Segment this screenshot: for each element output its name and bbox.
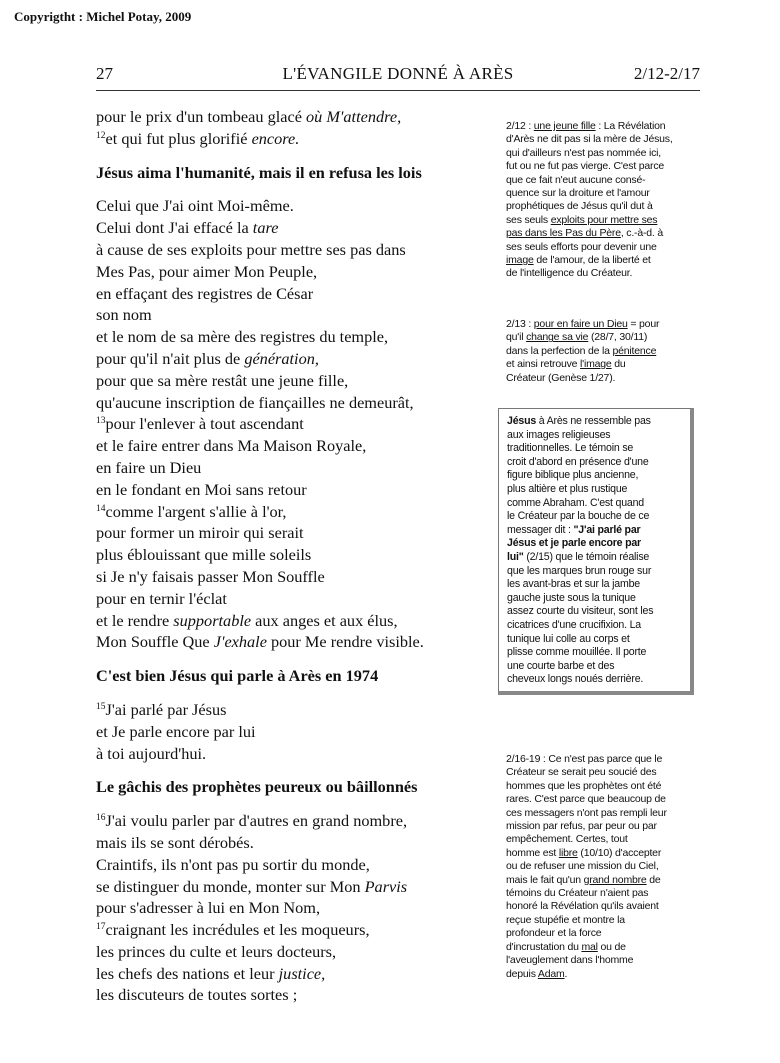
text-line: $^{15}$J'ai parlé par Jésus — [96, 699, 227, 719]
text-line: et le nom de sa mère des registres du temple, — [96, 327, 389, 347]
text-line: $^{14}$comme l'argent s'allie à l'or, — [96, 501, 287, 521]
text-line: Celui dont J'ai effacé la tare — [96, 218, 279, 238]
margin-note-2-16-19: 2/16-19 : Ce n'est pas parce que le Créateur se serait peu soucié des hommes que les prophètes ont été rares. C'est parce que beaucoup de ces messagers n'ont pas rempli leur mission par refus, par peur ou par empêchement. Certes, tout homme est libre (10/10) d'accepter ou de refuser une mission du Ciel, mais le fait qu'un grand nombre de témoins du Créateur n'aient pas honoré la Révélation qu'ils avaient reçue stupéfie et montre la profondeur et la force d'incrustation du mal ou de l'aveuglement dans l'homme depuis Adam. — [506, 753, 667, 980]
main-text-column — [96, 106, 488, 1006]
text-line: Celui que J'ai oint Moi-même. — [96, 196, 294, 216]
text-line: à toi aujourd'hui. — [96, 743, 207, 763]
verse-number: 17 — [96, 922, 106, 933]
verse-number: 13 — [96, 416, 106, 427]
text-line: Mes Pas, pour aimer Mon Peuple, — [96, 261, 318, 281]
text-line: et Je parle encore par lui — [96, 721, 256, 741]
text-line: pour former un miroir qui serait — [96, 523, 304, 543]
text-line: plus éblouissant que mille soleils — [96, 545, 312, 565]
text-line: qu'aucune inscription de fiançailles ne demeurât, — [96, 392, 414, 412]
text-line: Craintifs, ils n'ont pas pu sortir du monde, — [96, 854, 370, 874]
text-line: se distinguer du monde, monter sur Mon Parvis — [96, 876, 408, 896]
text-line: à cause de ses exploits pour mettre ses pas dans — [96, 239, 406, 259]
text-line: et le rendre supportable aux anges et aux élus, — [96, 610, 398, 630]
verse-number: 14 — [96, 503, 106, 514]
text-line: $^{17}$craignant les incrédules et les moqueurs, — [96, 920, 370, 940]
verse-number: 15 — [96, 701, 106, 712]
text-line: les chefs des nations et leur justice, — [96, 963, 326, 983]
text-line: en le fondant en Moi sans retour — [96, 479, 307, 499]
text-line: pour s'adresser à lui en Mon Nom, — [96, 898, 321, 918]
text-line: pour qu'il n'ait plus de génération, — [96, 348, 319, 368]
book-title: L'ÉVANGILE DONNÉ À ARÈS — [282, 64, 514, 83]
verse-number: 12 — [96, 130, 106, 141]
header-rule — [96, 90, 700, 91]
page-number: 27 — [96, 64, 113, 83]
text-line: les princes du culte et leurs docteurs, — [96, 941, 337, 961]
text-line: $^{13}$pour l'enlever à tout ascendant — [96, 414, 304, 434]
text-line: pour que sa mère restât une jeune fille, — [96, 370, 349, 390]
boxed-commentary: Jésus à Arès ne ressemble pas aux images religieuses traditionnelles. Le témoin se croit d'abord en présence d'une figure biblique plus ancienne, plus altière et plus rustique comme Abraham. C'est quand le Créateur par la bouche de ce messager dit : "J'ai parlé par Jésus et je parle encore par lui" (2/15) que le témoin réalise que les marques brun rouge sur les avant-bras et sur la jambe gauche juste sous la tunique assez courte du visiteur, sont les cicatrices d'une crucifixion. La tunique lui colle au corps et plisse comme mouillée. Il porte une courte barbe et des cheveux longs noués derrière. — [498, 408, 694, 695]
margin-note-2-12: 2/12 : une jeune fille : La Révélation d'Arès ne dit pas si la mère de Jésus, qui d'ailleurs n'est pas nommée ici, fut ou ne fut pas vierge. C'est parce que ce fait n'eut aucune consé- quence sur la droiture et l'amour prophétiques de Jésus qu'il dut à ses seuls exploits pour mettre ses pas dans les Pas du Père, c.-à-d. à ses seuls efforts pour devenir une image de l'amour, de la liberté et de l'intelligence du Créateur. — [506, 120, 673, 280]
text-line: son nom — [96, 305, 152, 325]
verse-number: 16 — [96, 813, 106, 824]
text-line: les discuteurs de toutes sortes ; — [96, 985, 298, 1005]
margin-note-2-13: 2/13 : pour en faire un Dieu = pour qu'il change sa vie (28/7, 30/11) dans la perfection de la pénitence et ainsi retrouve l'image du Créateur (Genèse 1/27). — [506, 318, 660, 384]
text-line: si Je n'y faisais passer Mon Souffle — [96, 566, 325, 586]
text-line: en effaçant des registres de César — [96, 283, 314, 303]
verse-reference: 2/12-2/17 — [633, 64, 700, 83]
text-line: en faire un Dieu — [96, 457, 202, 477]
text-line: $^{16}$J'ai voulu parler par d'autres en grand nombre, — [96, 811, 408, 831]
text-line: pour en ternir l'éclat — [96, 588, 227, 608]
page-header — [96, 64, 700, 86]
text-line: mais ils se sont dérobés. — [96, 832, 254, 852]
section-heading: C'est bien Jésus qui parle à Arès en 1974 — [96, 666, 379, 686]
text-line: $^{12}$et qui fut plus glorifié encore. — [96, 128, 300, 148]
section-heading: Jésus aima l'humanité, mais il en refusa les lois — [96, 162, 422, 182]
text-line: Mon Souffle Que J'exhale pour Me rendre visible. — [96, 632, 424, 652]
copyright-notice: Copyrigtht : Michel Potay, 2009 — [14, 9, 192, 24]
text-line: et le faire entrer dans Ma Maison Royale, — [96, 436, 367, 456]
text-line: pour le prix d'un tombeau glacé où M'attendre, — [96, 107, 402, 126]
section-heading: Le gâchis des prophètes peureux ou bâillonnés — [96, 777, 418, 797]
